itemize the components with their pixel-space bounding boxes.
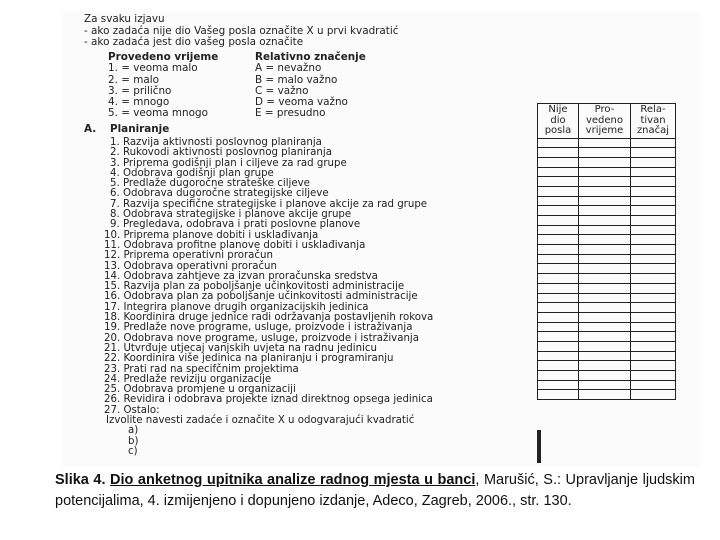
- answer-row: [538, 380, 676, 390]
- answer-cell[interactable]: [579, 167, 631, 177]
- answer-cell[interactable]: [631, 196, 676, 206]
- header-nije-dio-posla: [538, 104, 579, 139]
- other-line: a): [128, 425, 139, 437]
- answer-cell[interactable]: [538, 245, 579, 255]
- answer-cell[interactable]: [538, 235, 579, 245]
- other-answer-table: [537, 430, 541, 463]
- answer-cell[interactable]: [631, 371, 676, 381]
- task-item: 7. Razvija specifične strategijske i planove akcije za rad grupe: [110, 198, 428, 210]
- header-line: značaj: [636, 125, 670, 136]
- answer-cell[interactable]: [579, 390, 631, 400]
- answer-cell[interactable]: [631, 380, 676, 390]
- header-line: Pro-: [594, 104, 615, 115]
- answer-row: [538, 312, 676, 322]
- answer-cell[interactable]: [579, 216, 631, 226]
- answer-cell[interactable]: [579, 322, 631, 332]
- answer-cell[interactable]: [579, 196, 631, 206]
- task-item: 20. Odobrava nove programe, usluge, proizvode i istraživanja: [104, 332, 419, 344]
- answer-cell[interactable]: [631, 390, 676, 400]
- answer-cell[interactable]: [631, 303, 676, 313]
- answer-cell[interactable]: [631, 148, 676, 158]
- answer-cell[interactable]: [540, 431, 541, 442]
- section-letter: A.: [84, 123, 97, 135]
- answer-cell[interactable]: [540, 452, 541, 463]
- legend-time: [108, 52, 218, 120]
- answer-row: [538, 177, 676, 187]
- task-item: 17. Integrira planove drugih organizacijskih jedinica: [104, 301, 369, 313]
- answer-cell[interactable]: [538, 274, 579, 284]
- answer-cell[interactable]: [538, 196, 579, 206]
- answer-row: [538, 452, 541, 463]
- legend-item: A = nevažno: [255, 62, 322, 75]
- task-item: 21. Utvrđuje utjecaj vanjskih uvjeta na radnu jedinicu: [104, 342, 377, 354]
- legend-item: 3. = prilično: [108, 84, 172, 97]
- task-item: 23. Prati rad na specifčnim projektima: [104, 363, 299, 375]
- answer-cell[interactable]: [538, 322, 579, 332]
- task-list: [104, 137, 434, 457]
- task-item: 13. Odobrava operativni proračun: [104, 260, 277, 272]
- task-item: 9. Pregledava, odobrava i prati poslovne planove: [110, 219, 361, 231]
- answer-cell[interactable]: [579, 361, 631, 371]
- answer-cell[interactable]: [631, 332, 676, 342]
- answer-cell[interactable]: [631, 312, 676, 322]
- answer-cell[interactable]: [579, 148, 631, 158]
- answer-cell[interactable]: [579, 303, 631, 313]
- answer-cell[interactable]: [579, 274, 631, 284]
- answer-cell[interactable]: [579, 312, 631, 322]
- legend-item: 4. = mnogo: [108, 96, 170, 109]
- answer-cell[interactable]: [538, 225, 579, 235]
- answer-row: [538, 283, 676, 293]
- answer-cell[interactable]: [538, 341, 579, 351]
- answer-cell[interactable]: [631, 361, 676, 371]
- other-prompt: Izvolite navesti zadaće i označite X u odogvarajući kvadratić: [106, 415, 415, 427]
- task-item: 16. Odobrava plan za poboljšanje učinkovitosti administracije: [104, 291, 418, 303]
- answer-cell[interactable]: [631, 206, 676, 216]
- answer-row: [538, 303, 676, 313]
- instruction-line: - ako zadaća nije dio Vašeg posla označite X u prvi kvadratić: [84, 24, 399, 37]
- answer-cell[interactable]: [579, 341, 631, 351]
- answer-cell[interactable]: [579, 177, 631, 187]
- task-item: 27. Ostalo:: [104, 404, 160, 416]
- answer-cell[interactable]: [540, 441, 541, 452]
- section-title: Planiranje: [110, 123, 170, 135]
- task-item: 19. Predlaže nove programe, usluge, proizvode i istraživanja: [104, 322, 413, 334]
- answer-cell[interactable]: [579, 138, 631, 148]
- header-relativan-znacaj: [631, 104, 676, 139]
- answer-row: [538, 341, 676, 351]
- answer-row: [538, 351, 676, 361]
- instruction-line: Za svaku izjavu: [84, 13, 165, 25]
- header-line: posla: [544, 125, 572, 136]
- answer-cell[interactable]: [631, 225, 676, 235]
- task-item: 18. Koordinira druge jednice radi održavanja postavljenih rokova: [104, 312, 434, 324]
- instructions: [84, 14, 398, 49]
- legend-item: 5. = veoma mnogo: [108, 107, 208, 120]
- answer-cell[interactable]: [538, 264, 579, 274]
- answer-cell[interactable]: [631, 167, 676, 177]
- task-item: 22. Koordinira više jedinica na planiranju i programiranju: [104, 353, 394, 365]
- header-line: vedeno: [585, 114, 624, 126]
- answer-row: [538, 148, 676, 158]
- legend-title: Provedeno vrijeme: [108, 51, 219, 63]
- answer-cell[interactable]: [579, 351, 631, 361]
- answer-cell[interactable]: [538, 157, 579, 167]
- section-heading: [84, 123, 169, 135]
- answer-cell[interactable]: [579, 157, 631, 167]
- answer-cell[interactable]: [631, 322, 676, 332]
- answer-cell[interactable]: [631, 186, 676, 196]
- task-item: 14. Odobrava zahtjeve za izvan proračunska sredstva: [104, 270, 378, 282]
- answer-cell[interactable]: [538, 293, 579, 303]
- answer-table: [537, 103, 676, 400]
- answer-cell[interactable]: [579, 293, 631, 303]
- answer-cell[interactable]: [538, 216, 579, 226]
- answer-cell[interactable]: [631, 216, 676, 226]
- answer-row: [538, 441, 541, 452]
- answer-cell[interactable]: [631, 177, 676, 187]
- legend-title: Relativno značenje: [255, 51, 366, 63]
- answer-cell[interactable]: [579, 264, 631, 274]
- header-line: Rela-: [640, 104, 666, 115]
- answer-cell[interactable]: [538, 177, 579, 187]
- task-item: 2. Rukovodi aktivnosti poslovnog planiranja: [110, 147, 332, 159]
- answer-cell[interactable]: [538, 148, 579, 158]
- answer-cell[interactable]: [579, 235, 631, 245]
- answer-cell[interactable]: [579, 380, 631, 390]
- legend-item: C = važno: [255, 84, 309, 97]
- answer-cell[interactable]: [631, 293, 676, 303]
- header-provedeno-vrijeme: [579, 104, 631, 139]
- answer-cell[interactable]: [538, 390, 579, 400]
- answer-cell[interactable]: [538, 361, 579, 371]
- answer-cell[interactable]: [538, 312, 579, 322]
- answer-cell[interactable]: [631, 157, 676, 167]
- answer-row: [538, 167, 676, 177]
- legend-item: 2. = malo: [108, 73, 159, 86]
- answer-row: [538, 390, 676, 400]
- answer-cell[interactable]: [538, 371, 579, 381]
- answer-row: [538, 196, 676, 206]
- task-item: 5. Predlaže dugoročne strateške ciljeve: [110, 178, 310, 190]
- legend-item: B = malo važno: [255, 73, 338, 86]
- answer-cell[interactable]: [631, 274, 676, 284]
- task-item: 12. Priprema operativni proračun: [104, 250, 273, 262]
- answer-cell[interactable]: [579, 371, 631, 381]
- answer-cell[interactable]: [631, 351, 676, 361]
- caption-title: Dio anketnog upitnika analize radnog mjesta u banci: [110, 472, 476, 488]
- other-line: c): [128, 445, 138, 457]
- legend-item: E = presudno: [255, 107, 326, 120]
- task-item: 15. Razvija plan za poboljšanje učinkovitosti administracije: [104, 281, 405, 293]
- answer-cell[interactable]: [631, 283, 676, 293]
- task-item: 24. Predlaže reviziju organizacije: [104, 373, 272, 385]
- answer-cell[interactable]: [579, 245, 631, 255]
- answer-row: [538, 186, 676, 196]
- task-item: 8. Odobrava strategijske i planove akcije grupe: [110, 209, 352, 221]
- task-item: 10. Priprema planove dobiti i usklađivanja: [104, 229, 319, 241]
- answer-row: [538, 293, 676, 303]
- answer-cell[interactable]: [579, 332, 631, 342]
- answer-cell[interactable]: [579, 225, 631, 235]
- answer-cell[interactable]: [631, 138, 676, 148]
- answer-cell[interactable]: [538, 351, 579, 361]
- task-item: 11. Odobrava profitne planove dobiti i usklađivanja: [104, 239, 366, 251]
- answer-row: [538, 138, 676, 148]
- answer-cell[interactable]: [631, 341, 676, 351]
- task-item: 3. Priprema godišnji plan i ciljeve za rad grupe: [110, 157, 347, 169]
- answer-row: [538, 206, 676, 216]
- task-item: 26. Revidira i odobrava projekte iznad direktnog opsega jedinica: [104, 394, 433, 406]
- answer-cell[interactable]: [538, 138, 579, 148]
- answer-cell[interactable]: [538, 380, 579, 390]
- caption-prefix: Slika 4.: [55, 472, 111, 488]
- answer-row: [538, 361, 676, 371]
- task-item: 4. Odobrava godišnji plan grupe: [110, 167, 274, 179]
- legend-item: 1. = veoma malo: [108, 62, 198, 75]
- answer-cell[interactable]: [538, 186, 579, 196]
- answer-cell[interactable]: [579, 186, 631, 196]
- answer-cell[interactable]: [538, 332, 579, 342]
- answer-row: [538, 274, 676, 284]
- caption-source: , Marušić, S.: Upravljanje ljudskim potencijalima, 4. izmijenjeno i dopunjeno izdanje, Adeco, Zagreb, 2006., str. 130.: [55, 472, 695, 509]
- header-line: Nije: [548, 104, 568, 115]
- instruction-line: - ako zadaća jest dio vašeg posla označite: [84, 36, 304, 49]
- task-item: 6. Odobrava dugoročne strategijske ciljeve: [110, 188, 329, 200]
- answer-row: [538, 245, 676, 255]
- answer-cell[interactable]: [538, 283, 579, 293]
- answer-cell[interactable]: [631, 264, 676, 274]
- task-item: 25. Odobrava promjene u organizaciji: [104, 384, 296, 396]
- header-line: vrijeme: [585, 125, 624, 136]
- answer-cell[interactable]: [538, 167, 579, 177]
- answer-cell[interactable]: [538, 303, 579, 313]
- legend-item: D = veoma važno: [255, 96, 348, 109]
- answer-row: [538, 371, 676, 381]
- answer-row: [538, 431, 541, 442]
- answer-row: [538, 225, 676, 235]
- answer-cell[interactable]: [538, 206, 579, 216]
- answer-row: [538, 157, 676, 167]
- answer-row: [538, 235, 676, 245]
- answer-cell[interactable]: [631, 235, 676, 245]
- answer-cell[interactable]: [538, 254, 579, 264]
- answer-row: [538, 264, 676, 274]
- other-line: b): [128, 435, 139, 447]
- legend-importance: [255, 52, 366, 120]
- answer-row: [538, 254, 676, 264]
- header-line: dio: [550, 114, 566, 126]
- answer-cell[interactable]: [631, 245, 676, 255]
- answer-cell[interactable]: [579, 254, 631, 264]
- answer-row: [538, 216, 676, 226]
- header-line: tivan: [640, 114, 666, 126]
- answer-cell[interactable]: [579, 206, 631, 216]
- figure-caption: [55, 470, 695, 512]
- answer-cell[interactable]: [631, 254, 676, 264]
- task-item: 1. Razvija aktivnosti poslovnog planiranja: [110, 137, 322, 148]
- answer-row: [538, 332, 676, 342]
- answer-cell[interactable]: [579, 283, 631, 293]
- answer-row: [538, 322, 676, 332]
